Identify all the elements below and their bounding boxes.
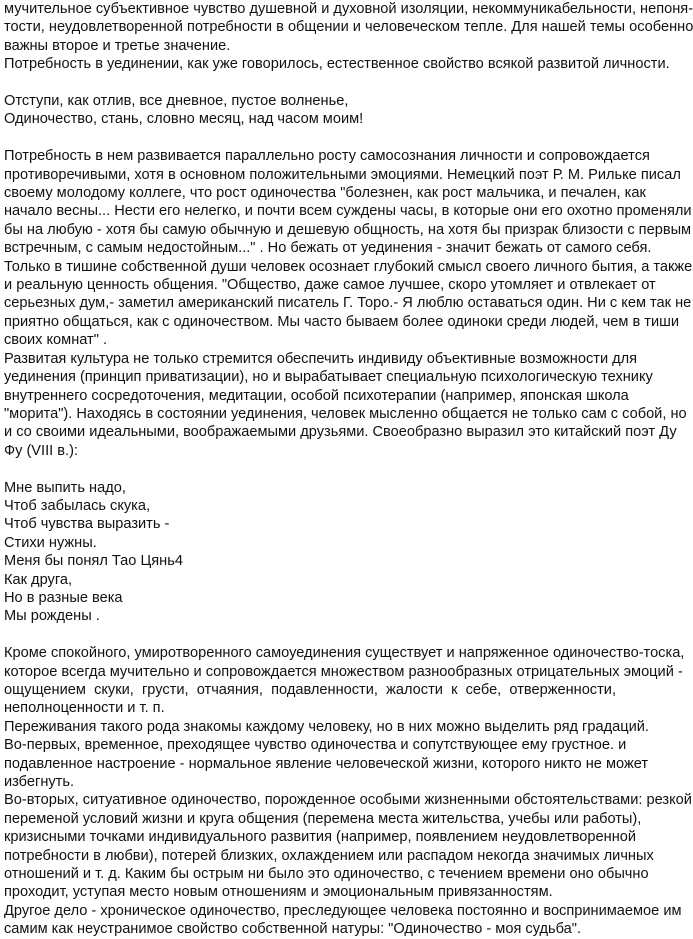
poem-line: Стихи нужны. [4,534,97,551]
paragraph [4,902,682,939]
paragraph-gap [4,626,616,644]
text-line: и со своими идеальными, воображаемыми друзьями. Своеобразно выразил это китайский поэт Ду [4,424,677,441]
paragraph-gap [4,460,616,478]
text-line: серьезных дум,- заметил американский писатель Г. Торо.- Я люблю оставаться один. Ни с кем так не [4,295,692,312]
text-line: Во-первых, временное, преходящее чувство одиночества и сопутствующее ему грустное. и [4,737,627,754]
text-line: Другое дело - хроническое одиночество, преследующее человека постоянно и воспринимаемое им [4,902,682,919]
text-line: Переживания такого рода знакомы каждому человеку, но в них можно выделить ряд градаций. [4,718,649,735]
text-line: своему молодому коллеге, что рост одиночества "болезнен, как рост мальчика, и печален, как [4,185,646,202]
text-line: подавленное настроение - нормальное явление человеческой жизни, которого никто не может [4,755,649,772]
text-line: Фу (VIII в.): [4,442,78,459]
text-line: потребности в любви), потерей близких, охлаждением или распадом некогда значимых личных [4,847,654,864]
paragraph [4,147,693,349]
poem-line: Меня бы понял Тао Цянь4 [4,553,183,570]
poem-line: Мне выпить надо, [4,479,126,496]
paragraph [4,718,649,736]
poem-line: Чтоб забылась скука, [4,497,151,514]
text-line: Кроме спокойного, умиротворенного самоуединения существует и напряженное одиночество-тоска, [4,645,685,662]
text-line: отношений и т. д. Каким бы острым ни было это одиночество, с течением времени оно обычно [4,866,649,883]
text-line: проходит, уступая место новым отношениям и эмоциональным привязанностям. [4,884,553,901]
text-line: и реальную ценность общения. "Общество, даже самое лучшее, скоро утомляет и отвлекает от [4,277,656,294]
poem-line: Чтоб чувства выразить - [4,516,170,533]
text-line: противоречивыми, хотя в основном положительными эмоциями. Немецкий поэт Р. М. Рильке писал [4,166,681,183]
paragraph-gap [4,74,616,92]
poem-line: Отступи, как отлив, все дневное, пустое волненье, [4,93,349,110]
text-line: кризисными точками индивидуального развития (например, появлением неудовлетворенной [4,829,637,846]
text-line: приятно общаться, как с одиночеством. Мы часто бываем более одиноки среди людей, чем в тиши [4,313,679,330]
text-line: уединения (принцип приватизации), но и вырабатывает специальную психологическую технику [4,369,653,386]
text-line: встречным, с самым недостойным..." . Но бежать от уединения - значит бежать от самого себя. [4,240,652,257]
text-line: бы на любую - хотя бы самую обычную и дешевую общность, на хотя бы призрак близости с первым [4,221,692,238]
text-line: Развитая культура не только стремится обеспечить индивиду объективные возможности для [4,350,638,367]
text-line: Потребность в нем развивается параллельно росту самосознания личности и сопровождается [4,148,650,165]
text-line: самим как неустранимое свойство собственной натуры: "Одиночество - моя судьба". [4,921,582,938]
text-line: переменой условий жизни и круга общения (перемена места жительства, учебы или работы), [4,810,642,827]
paragraph [4,644,685,718]
text-line: мучительное субъективное чувство душевной и духовной изоляции, некоммуникабельности, непоня- [4,1,693,17]
paragraph [4,0,693,55]
text-line: "морита"). Находясь в состоянии уединения, человек мысленно общается не только сам с собой, но [4,405,687,422]
paragraph [4,55,670,73]
paragraph-gap [4,129,616,147]
poem-line: Одиночество, стань, словно месяц, над часом моим! [4,111,364,128]
text-line: Потребность в уединении, как уже говорилось, естественное свойство всякой развитой личности. [4,56,670,73]
text-line: неполноценности и т. п. [4,700,165,717]
text-line: которое всегда мучительно и сопровождается множеством разнообразных отрицательных эмоций - [4,663,683,680]
text-line: ощущением скуки, грусти, отчаяния, подавленности, жалости к себе, отверженности, [4,681,616,698]
text-line: своих комнат" . [4,332,108,349]
text-line: Во-вторых, ситуативное одиночество, порожденное особыми жизненными обстоятельствами: резкой [4,792,692,809]
text-line: тости, неудовлетворенной потребности в общении и человеческом тепле. Для нашей темы особенно [4,19,693,36]
text-line: важны второе и третье значение. [4,37,231,54]
paragraph [4,736,649,791]
poem-line: Как друга, [4,571,72,588]
poem-line: Мы рождены . [4,608,100,625]
text-line: Только в тишине собственной души человек осознает глубокий смысл своего личного бытия, а также [4,258,693,275]
poem-line: Но в разные века [4,589,123,606]
paragraph [4,350,687,460]
poem-stanza [4,479,616,626]
paragraph [4,791,692,901]
text-line: избегнуть. [4,774,75,790]
text-line: начало весны... Нести его нелегко, и почти всем суждены часы, в которые они его охотно променяли [4,203,692,220]
text-line: внутреннего сосредоточения, медитации, особой психотерапии (например, японская школа [4,387,629,404]
poem-stanza [4,92,616,129]
